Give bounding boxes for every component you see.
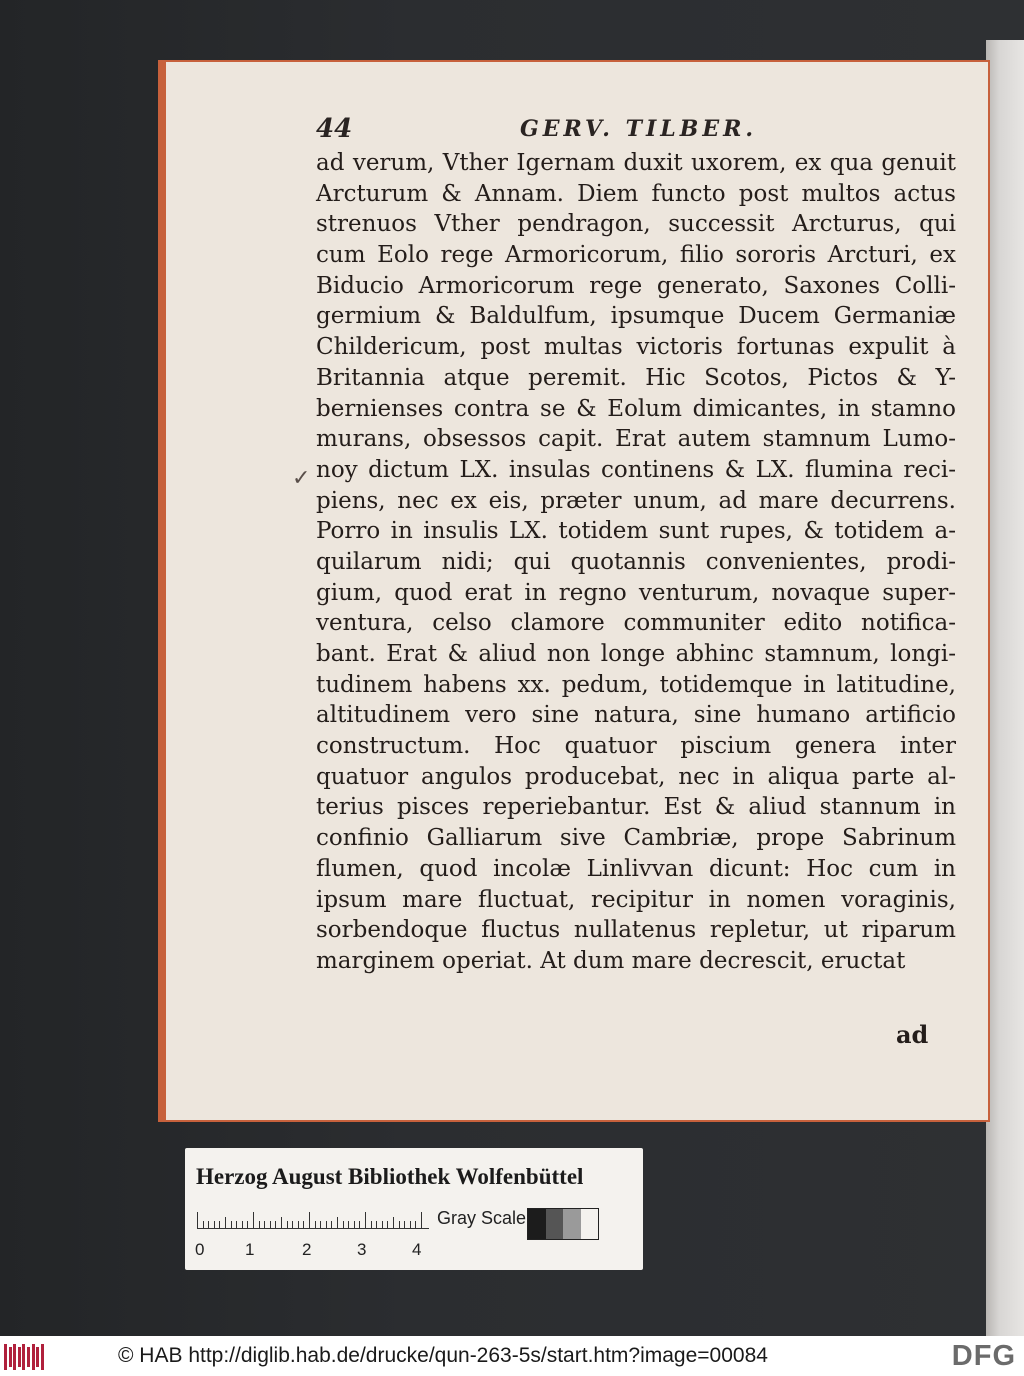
ruler-tick: [259, 1221, 260, 1228]
library-name: Herzog August Bibliothek Wolfenbüttel: [196, 1164, 584, 1189]
logo-bar: [36, 1347, 39, 1367]
ruler-tick: [303, 1221, 304, 1228]
book-page: [166, 62, 988, 1120]
ruler-tick: [387, 1221, 388, 1228]
text-line: quatuor angulos producebat, nec in aliqua parte al-: [316, 763, 956, 790]
ruler-tick: [281, 1217, 282, 1228]
text-line: Porro in insulis LX. totidem sunt rupes, & totidem a-: [316, 518, 956, 545]
ruler-number: 2: [302, 1240, 312, 1259]
text-line: ventura, celso clamore communiter edito notifica-: [316, 610, 956, 637]
gray-swatch: [546, 1209, 564, 1239]
logo-bar: [9, 1347, 12, 1367]
gray-swatch: [581, 1209, 599, 1239]
dfg-logo: DFG: [951, 1340, 1016, 1372]
ruler-tick: [270, 1221, 271, 1228]
logo-bar: [4, 1344, 7, 1370]
ruler-tick: [242, 1221, 243, 1228]
scale-ruler: [197, 1206, 429, 1236]
footer-copyright-link[interactable]: © HAB http://diglib.hab.de/drucke/qun-263-5s/start.htm?image=00084: [118, 1344, 768, 1367]
page-number: 44: [316, 114, 353, 144]
text-line: bant. Erat & aliud non longe abhinc stamnum, longi-: [316, 641, 956, 667]
ruler-tick: [365, 1212, 366, 1228]
logo-bar: [18, 1347, 21, 1367]
ruler-tick: [203, 1221, 204, 1228]
text-line: Arcturum & Annam. Diem functo post multos actus: [316, 180, 956, 207]
ruler-number: 3: [357, 1240, 367, 1259]
ruler-number: 4: [412, 1240, 422, 1259]
gray-scale-label: Gray Scale: [437, 1208, 527, 1228]
ruler-tick: [225, 1217, 226, 1228]
ruler-tick: [354, 1221, 355, 1228]
ruler-tick: [415, 1221, 416, 1228]
ruler-tick: [348, 1221, 349, 1228]
ruler-tick: [421, 1212, 422, 1228]
ruler-tick: [337, 1217, 338, 1228]
logo-bar: [32, 1344, 35, 1370]
margin-mark: ✓: [292, 466, 311, 491]
ruler-tick: [197, 1212, 198, 1228]
ruler-tick: [208, 1221, 209, 1228]
text-line: ipsum mare fluctuat, recipitur in nomen voraginis,: [316, 886, 956, 913]
text-line: flumen, quod incolæ Linlivvan dicunt: Hoc cum in: [316, 855, 956, 882]
text-line: strenuos Vther pendragon, successit Arcturus, qui: [316, 211, 956, 238]
ruler-tick: [214, 1221, 215, 1228]
ruler-tick: [331, 1221, 332, 1228]
gray-swatch: [563, 1209, 581, 1239]
text-line: noy dictum LX. insulas continens & LX. flumina reci-: [316, 456, 956, 483]
text-line: constructum. Hoc quatuor piscium genera inter: [316, 733, 956, 760]
logo-bar: [27, 1347, 30, 1367]
ruler-tick: [326, 1221, 327, 1228]
viewer-footer: [0, 1336, 1024, 1376]
catchword: ad: [896, 1020, 929, 1049]
ruler-tick: [343, 1221, 344, 1228]
gray-swatch: [528, 1209, 546, 1239]
gray-scale-swatches: [527, 1208, 599, 1240]
text-line: Biducio Armoricorum rege generato, Saxones Colli-: [316, 272, 956, 299]
text-line: bernienses contra se & Eolum dimicantes, in stamno: [316, 395, 956, 422]
ruler-tick: [315, 1221, 316, 1228]
ruler-tick: [292, 1221, 293, 1228]
text-line: Britannia atque peremit. Hic Scotos, Pictos & Y-: [316, 364, 956, 391]
ruler-tick: [298, 1221, 299, 1228]
running-head: GERV. TILBER.: [520, 116, 758, 142]
logo-bar: [22, 1344, 25, 1370]
ruler-tick: [376, 1221, 377, 1228]
ruler-tick: [410, 1221, 411, 1228]
text-line: terius pisces reperiebantur. Est & aliud stannum in: [316, 794, 956, 821]
ruler-tick: [404, 1221, 405, 1228]
text-line: gium, quod erat in regno venturum, novaque super-: [316, 579, 956, 606]
text-line: tudinem habens xx. pedum, totidemque in latitudine,: [316, 671, 956, 698]
page-text: [316, 148, 956, 977]
ruler-tick: [371, 1221, 372, 1228]
ruler-tick: [309, 1212, 310, 1228]
ruler-tick: [275, 1221, 276, 1228]
ruler-tick: [382, 1221, 383, 1228]
text-line: quilarum nidi; qui quotannis convenientes, prodi-: [316, 548, 956, 575]
text-line: marginem operiat. At dum mare decrescit, eructat: [316, 947, 906, 974]
ruler-tick: [393, 1217, 394, 1228]
text-line: altitudinem vero sine natura, sine humano artificio: [316, 702, 956, 729]
ruler-number: 0: [195, 1240, 205, 1259]
ruler-tick: [253, 1212, 254, 1228]
logo-bar: [41, 1344, 44, 1370]
library-label: [185, 1148, 643, 1270]
ruler-tick: [231, 1221, 232, 1228]
ruler-tick: [247, 1221, 248, 1228]
ruler-tick: [219, 1221, 220, 1228]
ruler-tick: [264, 1221, 265, 1228]
text-line: germium & Baldulfum, ipsumque Ducem Germaniæ: [316, 303, 956, 330]
text-line: ad verum, Vther Igernam duxit uxorem, ex qua genuit: [316, 150, 956, 176]
text-line: sorbendoque fluctus nullatenus repletur, ut riparum: [316, 917, 956, 944]
text-line: cum Eolo rege Armoricorum, filio sororis Arcturi, ex: [316, 242, 956, 269]
ruler-tick: [287, 1221, 288, 1228]
ruler-tick: [399, 1221, 400, 1228]
text-line: confinio Galliarum sive Cambriæ, prope Sabrinum: [316, 825, 956, 852]
logo-bar: [13, 1344, 16, 1370]
hab-logo-icon: [4, 1344, 46, 1370]
ruler-baseline: [197, 1228, 429, 1229]
ruler-tick: [236, 1221, 237, 1228]
ruler-tick: [320, 1221, 321, 1228]
adjacent-page-edge: [986, 40, 1024, 1336]
ruler-tick: [359, 1221, 360, 1228]
text-line: piens, nec ex eis, præter unum, ad mare decurrens.: [316, 487, 956, 514]
ruler-number: 1: [245, 1240, 255, 1259]
text-line: murans, obsessos capit. Erat autem stamnum Lumo-: [316, 426, 956, 453]
text-line: Childericum, post multas victoris fortunas expulit à: [316, 334, 956, 361]
page-header: [316, 114, 956, 150]
